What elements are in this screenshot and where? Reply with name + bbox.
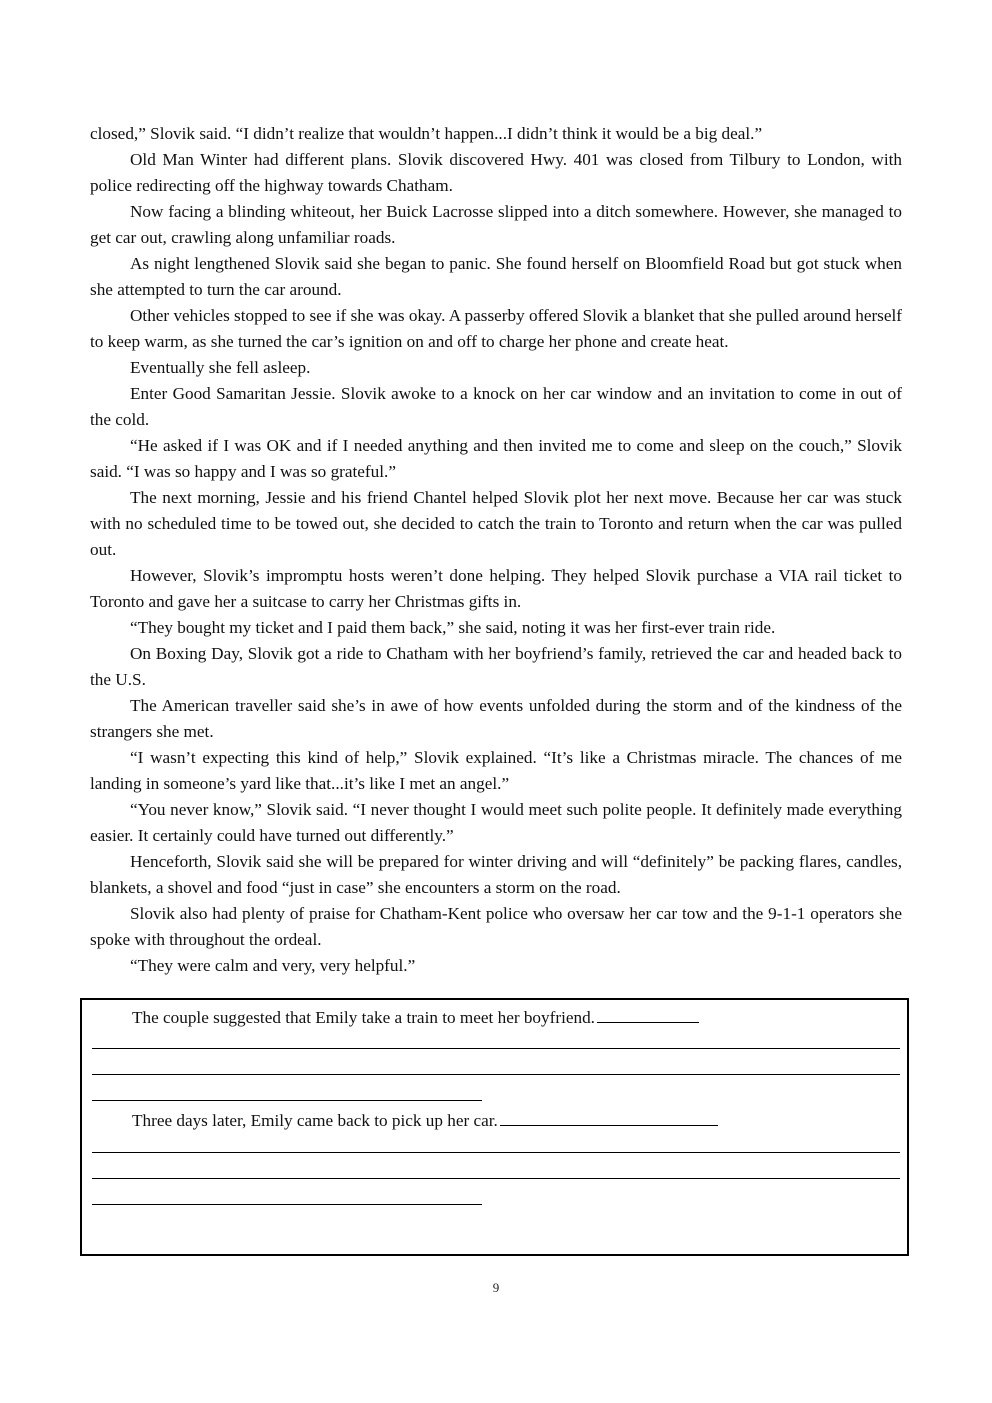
paragraph: The American traveller said she’s in awe of how events unfolded during the storm and of the kindness of the strangers she met.: [90, 696, 902, 741]
writing-line[interactable]: [92, 1178, 900, 1179]
paragraph: Slovik also had plenty of praise for Chatham-Kent police who oversaw her car tow and the 9-1-1 operators she spoke with throughout the ordeal.: [90, 904, 902, 949]
paragraph: closed,” Slovik said. “I didn’t realize that wouldn’t happen...I didn’t think it would be a big deal.”: [90, 124, 763, 143]
paragraph: On Boxing Day, Slovik got a ride to Chatham with her boyfriend’s family, retrieved the car and headed back to the U.S.: [90, 644, 902, 689]
writing-blank[interactable]: [500, 1107, 718, 1126]
paragraph: “He asked if I was OK and if I needed anything and then invited me to come and sleep on the couch,” Slovik said. “I was so happy and I was so grateful.”: [90, 436, 902, 481]
prompt-text: The couple suggested that Emily take a train to meet her boyfriend.: [132, 1008, 595, 1027]
paragraph: As night lengthened Slovik said she began to panic. She found herself on Bloomfield Road but got stuck when she attempted to turn the car around.: [90, 254, 902, 299]
paragraph: Old Man Winter had different plans. Slovik discovered Hwy. 401 was closed from Tilbury to London, with police redirecting off the highway towards Chatham.: [90, 150, 902, 195]
paragraph: Other vehicles stopped to see if she was okay. A passerby offered Slovik a blanket that she pulled around herself to keep warm, as she turned the car’s ignition on and off to charge her phone and create heat.: [90, 306, 902, 351]
writing-line[interactable]: [92, 1074, 900, 1075]
writing-line[interactable]: [92, 1100, 482, 1101]
paragraph: Henceforth, Slovik said she will be prepared for winter driving and will “definitely” be packing flares, candles, blankets, a shovel and food “just in case” she encounters a storm on the road.: [90, 852, 902, 897]
writing-line[interactable]: [92, 1048, 900, 1049]
paragraph: “I wasn’t expecting this kind of help,” Slovik explained. “It’s like a Christmas miracle. The chances of me landing in someone’s yard like that...it’s like I met an angel.”: [90, 748, 902, 793]
writing-line[interactable]: [92, 1204, 482, 1205]
writing-line[interactable]: [92, 1152, 900, 1153]
prompt-text: Three days later, Emily came back to pick up her car.: [132, 1111, 498, 1130]
paragraph: The next morning, Jessie and his friend Chantel helped Slovik plot her next move. Because her car was stuck with no scheduled time to be towed out, she decided to catch the train to Toronto and return when the car was pulled out.: [90, 488, 902, 559]
paragraph: Eventually she fell asleep.: [130, 358, 311, 377]
paragraph: Enter Good Samaritan Jessie. Slovik awoke to a knock on her car window and an invitation to come in out of the cold.: [90, 384, 902, 429]
paragraph: “You never know,” Slovik said. “I never thought I would meet such polite people. It definitely made everything easier. It certainly could have turned out differently.”: [90, 800, 902, 845]
answer-box: [80, 998, 909, 1256]
writing-blank[interactable]: [597, 1004, 699, 1023]
paragraph: “They bought my ticket and I paid them back,” she said, noting it was her first-ever train ride.: [130, 618, 776, 637]
paragraph: Now facing a blinding whiteout, her Buick Lacrosse slipped into a ditch somewhere. However, she managed to get car out, crawling along unfamiliar roads.: [90, 202, 902, 247]
paragraph: “They were calm and very, very helpful.”: [130, 956, 416, 975]
continuation-prompt-2: [132, 1107, 718, 1131]
paragraph: However, Slovik’s impromptu hosts weren’t done helping. They helped Slovik purchase a VIA rail ticket to Toronto and gave her a suitcase to carry her Christmas gifts in.: [90, 566, 902, 611]
passage-text: [90, 121, 902, 979]
continuation-prompt-1: [132, 1004, 699, 1028]
page-number: 9: [492, 1280, 500, 1295]
